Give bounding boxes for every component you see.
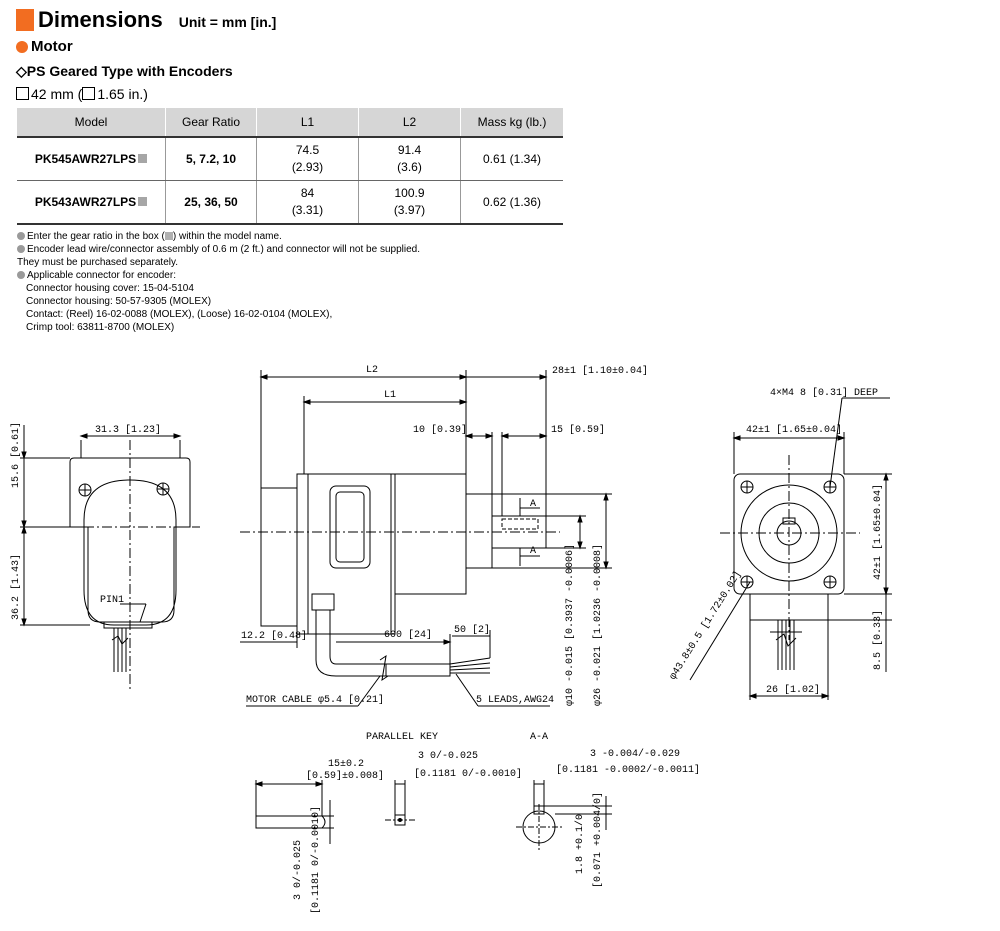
aa-title: A-A: [530, 732, 549, 743]
notes: Enter the gear ratio in the box ( ) within the model name. Encoder lead wire/connector assembly of 0.6 m (2 ft.) and connector will not be supplied. They must be purchased separately. Applicable connector for encoder: Connector housing cover: 15-04-5104 Connector housing: 50-57-9305 (MOLEX) Contact: (Reel) 16-02-0088 (MOLEX), (Loose) 16-02-0104 (MOLEX), Crimp tool: 63811-8700 (MOLEX): [17, 231, 420, 333]
l1-in: (2.93): [291, 160, 324, 174]
side-view: [240, 370, 612, 706]
dim-28: 28±1 [1.10±0.04]: [552, 366, 649, 377]
size-heading: 42 mm ( 1.65 in.): [16, 86, 148, 102]
model-name: PK545AWR27LPS: [34, 151, 137, 166]
leads-label: 5 LEADS,AWG24: [476, 695, 555, 706]
front-view: [690, 398, 892, 700]
col-l1: L1: [257, 108, 359, 137]
dim-width: 31.3 [1.23]: [95, 425, 162, 436]
key-len1: 15±0.2: [328, 759, 365, 770]
dim-12-2: 12.2 [0.48]: [241, 631, 308, 642]
l1-mm: 84: [300, 186, 315, 200]
dim-h1: 15.6 [0.61]: [11, 421, 22, 488]
dim-h2: 36.2 [1.43]: [11, 553, 22, 620]
section-a-bottom: A: [530, 546, 537, 557]
pin-label: PIN1: [100, 595, 125, 606]
dim-pilot: φ26 -0.021 [1.0236 -0.0008]: [593, 543, 604, 706]
gear-ratio: 5, 7.2, 10: [166, 137, 257, 181]
key-h2: [0.1181 0/-0.0010]: [311, 805, 322, 914]
dim-h42: 42±1 [1.65±0.04]: [873, 483, 884, 580]
dim-15: 15 [0.59]: [551, 425, 606, 436]
back-view: [20, 425, 200, 690]
page-title: Dimensions: [38, 7, 163, 32]
parallel-key-view: [256, 780, 415, 844]
aa-w2: [0.1181 -0.0002/-0.0011]: [556, 765, 701, 776]
l2-in: (3.6): [397, 160, 422, 174]
key-len2: [0.59]±0.008]: [306, 771, 385, 782]
l1-in: (3.31): [291, 203, 324, 217]
l1-mm: 74.5: [295, 143, 320, 157]
dim-l2: L2: [366, 365, 379, 376]
aa-w1: 3 -0.004/-0.029: [590, 749, 681, 760]
key-w2: [0.1181 0/-0.0010]: [414, 769, 523, 780]
model-name: PK543AWR27LPS: [34, 194, 137, 209]
key-w1: 3 0/-0.025: [418, 751, 479, 762]
cable-label: MOTOR CABLE φ5.4 [0.21]: [246, 695, 385, 706]
dim-50: 50 [2]: [454, 625, 491, 636]
col-mass: Mass kg (lb.): [461, 108, 564, 137]
dim-w26: 26 [1.02]: [766, 685, 821, 696]
mass: 0.61 (1.34): [461, 137, 564, 181]
section-label: Motor: [31, 38, 73, 55]
l2-in: (3.97): [393, 203, 426, 217]
aa-d1: 1.8 +0.1/0: [575, 813, 586, 874]
dim-pcd: φ43.8±0.5 [1.72±0.02]: [668, 569, 745, 683]
col-l2: L2: [359, 108, 461, 137]
dim-shaft: φ10 -0.015 [0.3937 -0.0006]: [565, 543, 576, 706]
col-gear: Gear Ratio: [166, 108, 257, 137]
dim-h85: 8.5 [0.33]: [873, 609, 884, 670]
type-heading: ◇PS Geared Type with Encoders: [16, 63, 233, 79]
gear-ratio: 25, 36, 50: [166, 181, 257, 225]
l2-mm: 100.9: [394, 186, 425, 200]
dim-600: 600 [24]: [384, 630, 433, 641]
l2-mm: 91.4: [397, 143, 422, 157]
dim-w42: 42±1 [1.65±0.04]: [746, 425, 843, 436]
col-model: Model: [17, 108, 166, 137]
section-a-top: A: [530, 499, 537, 510]
key-h1: 3 0/-0.025: [293, 839, 304, 900]
aa-d2: [0.071 +0.004/0]: [593, 791, 604, 888]
unit-label: Unit = mm [in.]: [178, 14, 277, 30]
dim-10: 10 [0.39]: [413, 425, 468, 436]
dim-holes: 4×M4 8 [0.31] DEEP: [770, 388, 879, 399]
mass: 0.62 (1.36): [461, 181, 564, 225]
dim-l1: L1: [384, 390, 397, 401]
key-title: PARALLEL KEY: [366, 732, 439, 743]
